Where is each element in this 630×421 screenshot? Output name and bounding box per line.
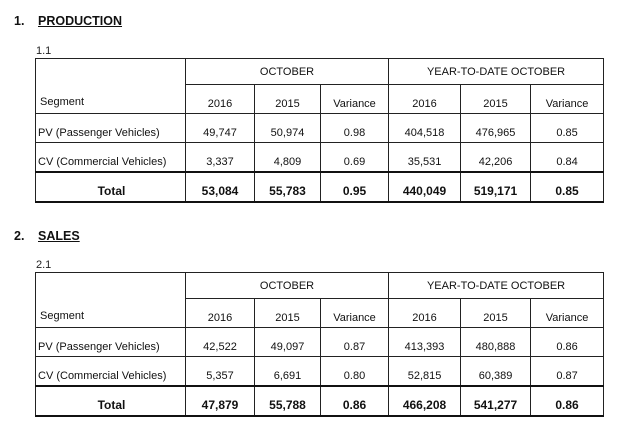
production-table xyxy=(35,58,604,203)
segment-header: Segment xyxy=(36,59,186,114)
row-label: PV (Passenger Vehicles) xyxy=(36,328,186,357)
total-cell: 0.85 xyxy=(531,172,604,202)
column-header: 2016 xyxy=(186,85,255,114)
group-header-october: OCTOBER xyxy=(186,273,389,299)
cell: 413,393 xyxy=(389,328,461,357)
total-row xyxy=(36,172,604,202)
cell: 52,815 xyxy=(389,357,461,387)
section-title: SALES xyxy=(38,229,80,243)
cell: 0.85 xyxy=(531,114,604,143)
total-label: Total xyxy=(36,172,186,202)
total-cell: 440,049 xyxy=(389,172,461,202)
total-cell: 466,208 xyxy=(389,386,461,416)
column-header: Variance xyxy=(321,85,389,114)
column-header: Variance xyxy=(531,85,604,114)
total-cell: 55,783 xyxy=(255,172,321,202)
row-label: CV (Commercial Vehicles) xyxy=(36,143,186,173)
cell: 0.87 xyxy=(321,328,389,357)
section-heading-production xyxy=(14,14,122,28)
group-header-ytd: YEAR-TO-DATE OCTOBER xyxy=(389,273,604,299)
column-header: 2016 xyxy=(389,85,461,114)
cell: 42,206 xyxy=(461,143,531,173)
cell: 0.84 xyxy=(531,143,604,173)
cell: 0.86 xyxy=(531,328,604,357)
cell: 476,965 xyxy=(461,114,531,143)
cell: 60,389 xyxy=(461,357,531,387)
column-header: 2015 xyxy=(255,299,321,328)
row-label: PV (Passenger Vehicles) xyxy=(36,114,186,143)
column-header: 2016 xyxy=(186,299,255,328)
cell: 480,888 xyxy=(461,328,531,357)
column-header: Variance xyxy=(531,299,604,328)
total-label: Total xyxy=(36,386,186,416)
cell: 50,974 xyxy=(255,114,321,143)
table-row xyxy=(36,357,604,387)
total-cell: 53,084 xyxy=(186,172,255,202)
cell: 49,097 xyxy=(255,328,321,357)
total-cell: 0.86 xyxy=(531,386,604,416)
cell: 0.98 xyxy=(321,114,389,143)
table-row xyxy=(36,143,604,173)
group-header-ytd: YEAR-TO-DATE OCTOBER xyxy=(389,59,604,85)
group-header-october: OCTOBER xyxy=(186,59,389,85)
cell: 3,337 xyxy=(186,143,255,173)
table-row xyxy=(36,114,604,143)
row-label: CV (Commercial Vehicles) xyxy=(36,357,186,387)
total-cell: 0.86 xyxy=(321,386,389,416)
total-cell: 47,879 xyxy=(186,386,255,416)
cell: 0.87 xyxy=(531,357,604,387)
cell: 0.80 xyxy=(321,357,389,387)
column-header: 2015 xyxy=(461,85,531,114)
section-number: 1. xyxy=(14,14,25,28)
total-row xyxy=(36,386,604,416)
subsection-number: 2.1 xyxy=(36,259,52,271)
sales-table xyxy=(35,272,604,417)
cell: 0.69 xyxy=(321,143,389,173)
cell: 404,518 xyxy=(389,114,461,143)
section-number: 2. xyxy=(14,229,25,243)
cell: 6,691 xyxy=(255,357,321,387)
column-header: 2016 xyxy=(389,299,461,328)
total-cell: 541,277 xyxy=(461,386,531,416)
total-cell: 55,788 xyxy=(255,386,321,416)
cell: 42,522 xyxy=(186,328,255,357)
cell: 5,357 xyxy=(186,357,255,387)
section-heading-sales xyxy=(14,229,80,243)
section-title: PRODUCTION xyxy=(38,14,123,28)
total-cell: 519,171 xyxy=(461,172,531,202)
column-header: 2015 xyxy=(255,85,321,114)
column-header: 2015 xyxy=(461,299,531,328)
column-header: Variance xyxy=(321,299,389,328)
table-row xyxy=(36,328,604,357)
cell: 35,531 xyxy=(389,143,461,173)
total-cell: 0.95 xyxy=(321,172,389,202)
cell: 49,747 xyxy=(186,114,255,143)
segment-header: Segment xyxy=(36,273,186,328)
cell: 4,809 xyxy=(255,143,321,173)
subsection-number: 1.1 xyxy=(36,45,52,57)
